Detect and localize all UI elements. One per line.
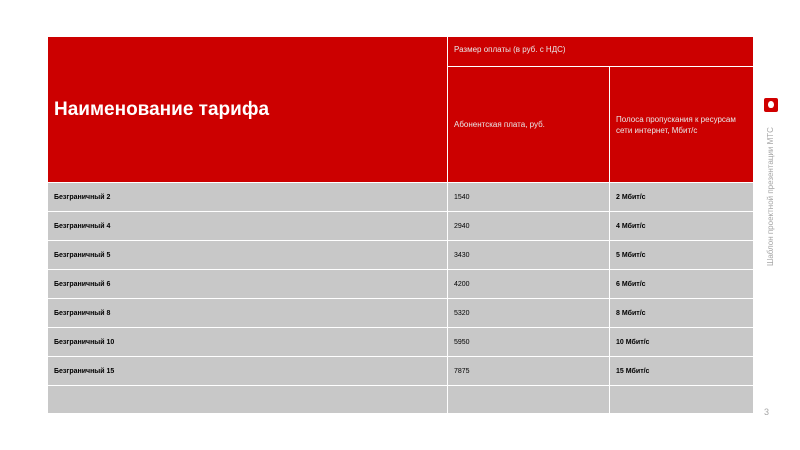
speed-cell: 10 Мбит/с bbox=[610, 328, 754, 357]
header-row-1 bbox=[48, 37, 754, 67]
tariff-name-cell: Безграничный 4 bbox=[48, 212, 448, 241]
header-tariff-name: Наименование тарифа bbox=[48, 37, 448, 183]
fee-cell: 4200 bbox=[448, 270, 610, 299]
empty-cell bbox=[48, 386, 448, 414]
tariff-name-cell: Безграничный 15 bbox=[48, 357, 448, 386]
fee-cell: 2940 bbox=[448, 212, 610, 241]
fee-cell: 7875 bbox=[448, 357, 610, 386]
tariff-name-cell: Безграничный 6 bbox=[48, 270, 448, 299]
speed-cell: 2 Мбит/с bbox=[610, 183, 754, 212]
speed-cell: 8 Мбит/с bbox=[610, 299, 754, 328]
page-number: 3 bbox=[764, 407, 770, 417]
empty-cell bbox=[448, 386, 610, 414]
fee-cell: 5950 bbox=[448, 328, 610, 357]
speed-cell: 5 Мбит/с bbox=[610, 241, 754, 270]
speed-cell: 15 Мбит/с bbox=[610, 357, 754, 386]
header-payment-group: Размер оплаты (в руб. с НДС) bbox=[448, 37, 754, 67]
table-row bbox=[48, 328, 754, 357]
header-bandwidth: Полоса пропускания к ресурсам сети интернет, Мбит/с bbox=[610, 67, 754, 183]
table-row bbox=[48, 212, 754, 241]
table-row bbox=[48, 183, 754, 212]
tariff-name-cell: Безграничный 2 bbox=[48, 183, 448, 212]
speed-cell: 6 Мбит/с bbox=[610, 270, 754, 299]
table-row bbox=[48, 241, 754, 270]
fee-cell: 1540 bbox=[448, 183, 610, 212]
tariff-table bbox=[47, 36, 754, 414]
fee-cell: 3430 bbox=[448, 241, 610, 270]
tariff-name-cell: Безграничный 5 bbox=[48, 241, 448, 270]
table-row bbox=[48, 270, 754, 299]
table-row bbox=[48, 299, 754, 328]
empty-row bbox=[48, 386, 754, 414]
template-caption: Шаблон проектной презентации МТС bbox=[766, 127, 775, 266]
empty-cell bbox=[610, 386, 754, 414]
speed-cell: 4 Мбит/с bbox=[610, 212, 754, 241]
fee-cell: 5320 bbox=[448, 299, 610, 328]
header-subscription-fee: Абонентская плата, руб. bbox=[448, 67, 610, 183]
tariff-name-cell: Безграничный 10 bbox=[48, 328, 448, 357]
mts-egg-icon bbox=[764, 98, 778, 112]
tariff-name-cell: Безграничный 8 bbox=[48, 299, 448, 328]
table-row bbox=[48, 357, 754, 386]
